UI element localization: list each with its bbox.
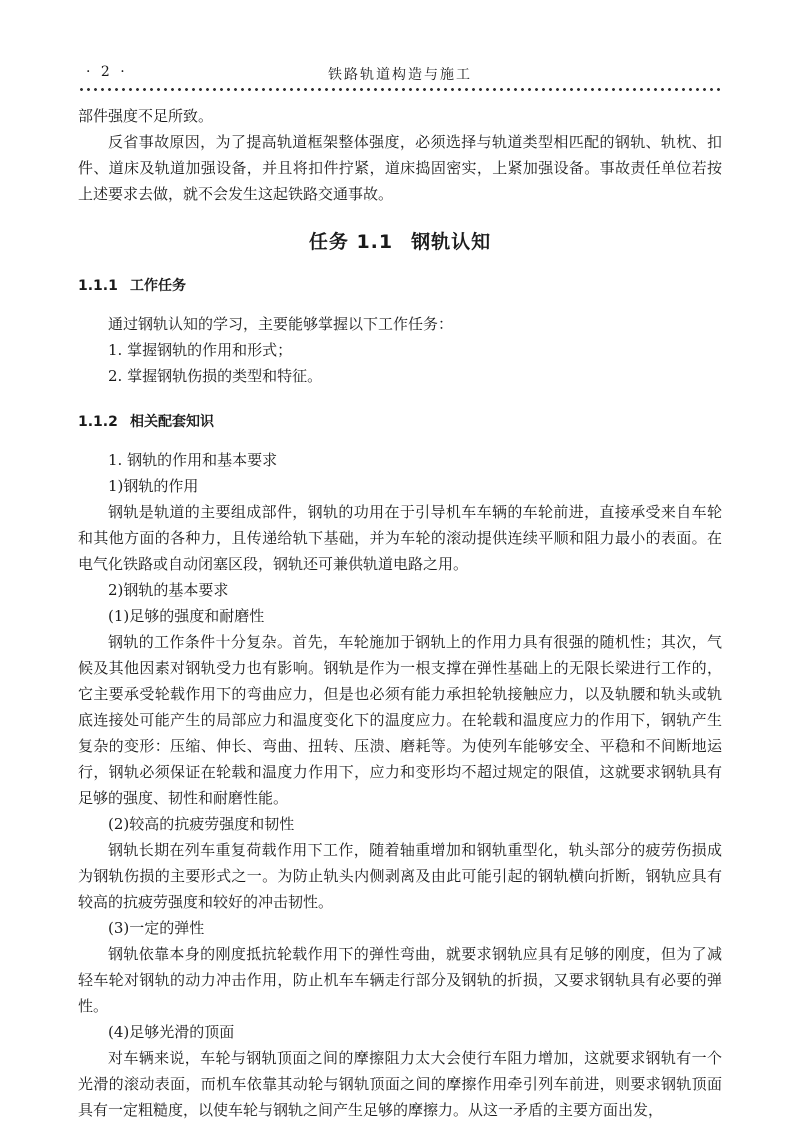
body-paragraph: 钢轨依靠本身的刚度抵抗轮载作用下的弹性弯曲，就要求钢轨应具有足够的刚度，但为了减轻车轮对钢轨的动力冲击作用，防止机车车辆走行部分及钢轨的折损，又要求钢轨具有必要的弹性。: [78, 945, 722, 1015]
body-paragraph: 对车辆来说，车轮与钢轨顶面之间的摩擦阻力太大会使行车阻力增加，这就要求钢轨有一个光滑的滚动表面，而机车依靠其动轮与钢轨顶面之间的摩擦作用牵引列车前进，则要求钢轨顶面具有一定粗糙度，以使车轮与钢轨之间产生足够的摩擦力。从这一矛盾的主要方面出发，: [78, 1049, 722, 1119]
subheading: 1. 钢轨的作用和基本要求: [108, 451, 278, 469]
task-name: 钢轨认知: [411, 231, 492, 253]
book-title: 铁路轨道构造与施工: [328, 67, 472, 83]
section-title: 相关配套知识: [130, 414, 214, 430]
page-number: · 2 ·: [86, 64, 128, 80]
section1-intro: 通过钢轨认知的学习，主要能够掌握以下工作任务：: [108, 315, 454, 333]
body-paragraph: 钢轨长期在列车重复荷载作用下工作，随着轴重增加和钢轨重型化，轨头部分的疲劳伤损成为钢轨伤损的主要形式之一。为防止轨头内侧剥离及由此可能引起的钢轨横向折断，钢轨应具有较高的抗疲劳强度和较好的冲击韧性。: [78, 841, 722, 911]
body-paragraph: 钢轨的工作条件十分复杂。首先，车轮施加于钢轨上的作用力具有很强的随机性；其次，气候及其他因素对钢轨受力也有影响。钢轨是作为一根支撑在弹性基础上的无限长梁进行工作的，它主要承受轮载作用下的弯曲应力，但是也必须有能力承担轮轨接触应力，以及轨腰和轨头或轨底连接处可能产生的局部应力和温度变化下的温度应力。在轮载和温度应力的作用下，钢轨产生复杂的变形：压缩、伸长、弯曲、扭转、压溃、磨耗等。为使列车能够安全、平稳和不间断地运行，钢轨必须保证在轮载和温度力作用下，应力和变形均不超过规定的限值，这就要求钢轨具有足够的强度、韧性和耐磨性能。: [78, 633, 722, 807]
subheading: 2)钢轨的基本要求: [108, 581, 229, 599]
intro-paragraph-1: 部件强度不足所致。: [78, 107, 214, 125]
section-heading-1-1-1: [78, 273, 722, 299]
intro-paragraph-2: 反省事故原因，为了提高轨道框架整体强度，必须选择与轨道类型相匹配的钢轨、轨枕、扣件、道床及轨道加强设备，并且将扣件拧紧，道床捣固密实，上紧加强设备。事故责任单位若按上述要求去做，就不会发生这起铁路交通事故。: [78, 133, 722, 203]
section-heading-1-1-2: [78, 409, 722, 435]
header-divider: [78, 87, 722, 92]
list-item: 1. 掌握钢轨的作用和形式；: [108, 341, 293, 359]
page-header: [78, 62, 722, 84]
section-number: 1.1.1: [78, 278, 118, 294]
task-label: 任务 1.1: [308, 231, 394, 253]
task-heading: [78, 227, 722, 257]
list-item: 2. 掌握钢轨伤损的类型和特征。: [108, 367, 323, 385]
section-number: 1.1.2: [78, 414, 118, 430]
page-content: [78, 103, 722, 1123]
subheading: 1)钢轨的作用: [108, 477, 199, 495]
requirement-title: (3)一定的弹性: [108, 919, 205, 937]
requirement-title: (4)足够光滑的顶面: [108, 1023, 235, 1041]
requirement-title: (1)足够的强度和耐磨性: [108, 607, 265, 625]
requirement-title: (2)较高的抗疲劳强度和韧性: [108, 815, 295, 833]
section-title: 工作任务: [130, 278, 186, 294]
body-paragraph: 钢轨是轨道的主要组成部件，钢轨的功用在于引导机车车辆的车轮前进，直接承受来自车轮和其他方面的各种力，且传递给轨下基础，并为车轮的滚动提供连续平顺和阻力最小的表面。在电气化铁路或自动闭塞区段，钢轨还可兼供轨道电路之用。: [78, 503, 722, 573]
